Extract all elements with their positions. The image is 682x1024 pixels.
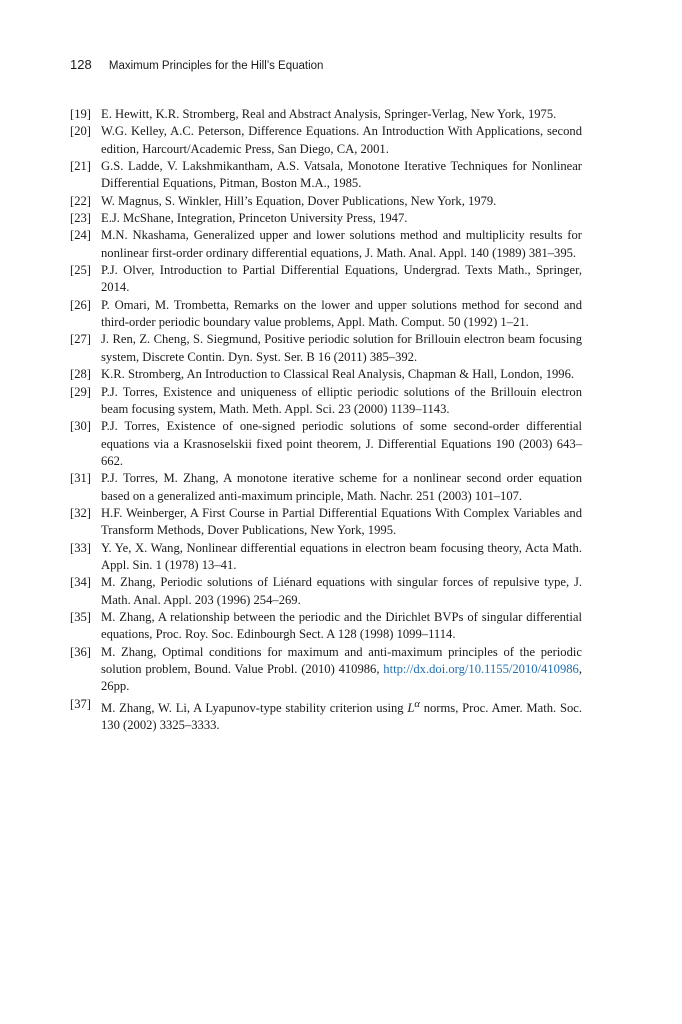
math-symbol: L — [407, 700, 415, 715]
reference-number: [21] — [70, 159, 91, 174]
reference-item — [70, 505, 582, 540]
reference-text — [101, 698, 582, 733]
reference-item — [70, 227, 582, 262]
reference-number: [34] — [70, 575, 91, 590]
reference-item — [70, 470, 582, 505]
reference-text — [101, 645, 582, 694]
page-number: 128 — [70, 57, 92, 72]
reference-text-after-link: , 26pp. — [101, 662, 582, 694]
reference-item — [70, 384, 582, 419]
reference-text: M. Zhang, Periodic solutions of Liénard equations with singular forces of repulsive type, J. Math. Anal. Appl. 203 (1996) 254–269. — [101, 575, 582, 607]
page-header — [70, 56, 590, 74]
reference-number: [20] — [70, 124, 91, 139]
reference-number: [23] — [70, 211, 91, 226]
reference-item — [70, 123, 582, 158]
reference-item — [70, 574, 582, 609]
reference-item — [70, 262, 582, 297]
reference-item — [70, 644, 582, 696]
reference-item — [70, 366, 582, 383]
reference-text: E.J. McShane, Integration, Princeton University Press, 1947. — [101, 211, 408, 226]
reference-text-after-math: norms, Proc. Amer. Math. Soc. 130 (2002) 3325–3333. — [101, 700, 582, 733]
reference-text: P.J. Torres, Existence and uniqueness of elliptic periodic solutions of the Brillouin electron beam focusing system, Math. Meth. Appl. Sci. 23 (2000) 1139–1143. — [101, 384, 582, 416]
reference-item — [70, 297, 582, 332]
reference-item — [70, 540, 582, 575]
math-superscript: α — [414, 698, 420, 710]
reference-item — [70, 158, 582, 193]
reference-item — [70, 193, 582, 210]
reference-text: P.J. Torres, Existence of one-signed periodic solutions of some second-order differential equations via a Krasnoselskii fixed point theorem, J. Differential Equations 190 (2003) 643–662. — [101, 419, 582, 468]
reference-number: [36] — [70, 644, 91, 659]
reference-item — [70, 331, 582, 366]
reference-item — [70, 696, 582, 735]
reference-number: [30] — [70, 419, 91, 434]
reference-text: M.N. Nkashama, Generalized upper and lower solutions method and multiplicity results for nonlinear first-order ordinary differential equations, J. Math. Anal. Appl. 140 (1989) 381–395. — [101, 228, 582, 260]
reference-text: P.J. Torres, M. Zhang, A monotone iterative scheme for a nonlinear second order equation based on a generalized anti-maximum principle, Math. Nachr. 251 (2003) 101–107. — [101, 471, 582, 503]
reference-number: [27] — [70, 332, 91, 347]
reference-text-before-math: M. Zhang, W. Li, A Lyapunov-type stability criterion using — [101, 700, 408, 715]
reference-item — [70, 106, 582, 123]
reference-text: Y. Ye, X. Wang, Nonlinear differential equations in electron beam focusing theory, Acta Math. Appl. Sin. 1 (1978) 13–41. — [101, 540, 582, 572]
reference-number: [25] — [70, 263, 91, 278]
reference-text: H.F. Weinberger, A First Course in Partial Differential Equations With Complex Variables and Transform Methods, Dover Publications, New York, 1995. — [101, 505, 582, 538]
doi-link[interactable]: http://dx.doi.org/10.1155/2010/410986 — [383, 662, 579, 676]
running-title: Maximum Principles for the Hill’s Equation — [108, 60, 324, 72]
reference-item — [70, 609, 582, 644]
reference-number: [31] — [70, 471, 91, 486]
reference-item — [70, 418, 582, 470]
reference-number: [37] — [70, 696, 91, 711]
reference-text: J. Ren, Z. Cheng, S. Siegmund, Positive periodic solution for Brillouin electron beam focusing system, Discrete Contin. Dyn. Syst. Ser. B 16 (2011) 385–392. — [101, 332, 582, 364]
reference-text: P.J. Olver, Introduction to Partial Differential Equations, Undergrad. Texts Math., Springer, 2014. — [101, 263, 582, 295]
reference-text: W.G. Kelley, A.C. Peterson, Difference Equations. An Introduction With Applications, second edition, Harcourt/Academic Press, San Diego, CA, 2001. — [101, 124, 582, 156]
reference-number: [28] — [70, 367, 91, 382]
reference-number: [35] — [70, 609, 91, 624]
reference-text-before-link: M. Zhang, Optimal conditions for maximum and anti-maximum principles of the periodic solution problem, Bound. Value Probl. (2010) 410986, — [101, 644, 582, 676]
reference-number: [24] — [70, 228, 91, 243]
reference-item — [70, 210, 582, 227]
reference-number: [26] — [70, 297, 91, 312]
reference-text: P. Omari, M. Trombetta, Remarks on the lower and upper solutions method for second and third-order periodic boundary value problems, Appl. Math. Comput. 50 (1992) 1–21. — [101, 297, 582, 330]
reference-text: G.S. Ladde, V. Lakshmikantham, A.S. Vatsala, Monotone Iterative Techniques for Nonlinear Differential Equations, Pitman, Boston M.A., 1985. — [101, 159, 582, 191]
reference-text: M. Zhang, A relationship between the periodic and the Dirichlet BVPs of singular differential equations, Proc. Roy. Soc. Edinbourgh Sect. A 128 (1998) 1099–1114. — [101, 609, 582, 642]
reference-number: [32] — [70, 505, 91, 520]
reference-text: K.R. Stromberg, An Introduction to Classical Real Analysis, Chapman & Hall, London, 1996. — [101, 367, 575, 382]
reference-text: W. Magnus, S. Winkler, Hill’s Equation, Dover Publications, New York, 1979. — [101, 193, 497, 208]
reference-number: [22] — [70, 193, 91, 208]
reference-number: [33] — [70, 540, 91, 555]
reference-number: [19] — [70, 107, 91, 121]
reference-number: [29] — [70, 384, 91, 399]
reference-list — [70, 106, 582, 735]
reference-text: E. Hewitt, K.R. Stromberg, Real and Abstract Analysis, Springer-Verlag, New York, 1975. — [101, 107, 557, 121]
